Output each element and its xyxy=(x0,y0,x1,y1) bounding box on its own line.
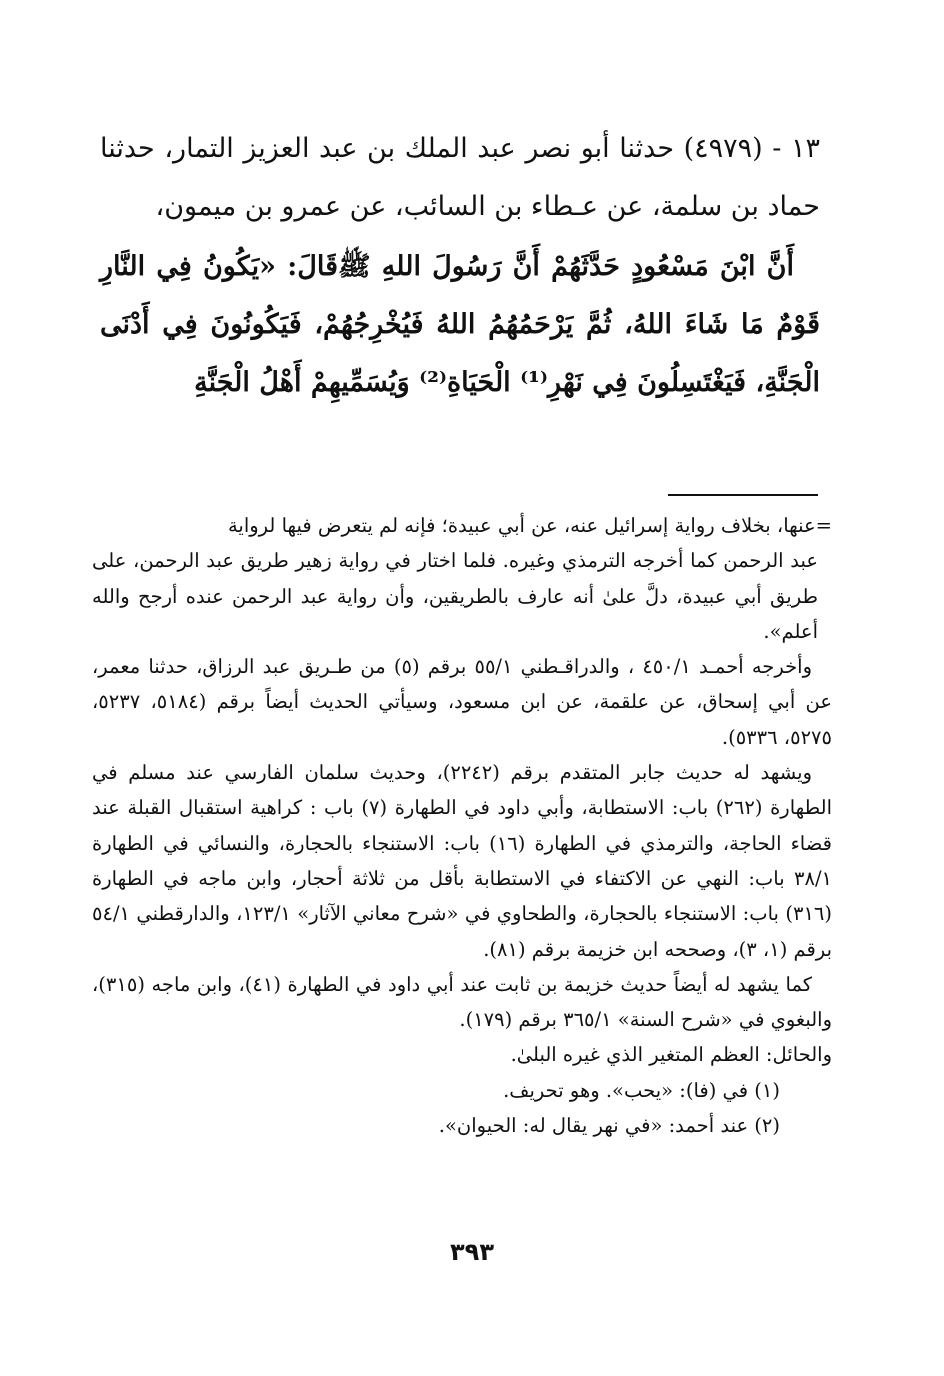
note-paragraph-4: كما يشهد له أيضاً حديث خزيمة بن ثابت عند أبي داود في الطهارة (٤١)، وابن ماجه (٣١٥)، والبغوي في «شرح السنة» ٣٦٥/١ برقم (١٧٩). xyxy=(92,972,832,1032)
footnote-1: (١) في (فا): «يحب». وهو تحريف. xyxy=(503,1078,780,1102)
hadith-text: أَنَّ ابْنَ مَسْعُودٍ حَدَّثَهُمْ أَنَّ رَسُولَ اللهِ ﷺقَالَ: «يَكُونُ فِي النَّارِ قَوْمٌ مَا شَاءَ اللهُ، ثُمَّ يَرْحَمُهُمُ اللهُ فَيُخْرِجُهُمْ، فَيَكُونُونَ فِي أَدْنَى الْجَنَّةِ، فَيَغْتَسِلُونَ فِي نَهْرِ⁽¹⁾ الْحَيَاةِ⁽²⁾ وَيُسَمِّيهِمْ أَهْلُ الْجَنَّةِ xyxy=(100,251,820,398)
footnote-separator xyxy=(668,494,818,496)
note-paragraph-5: والحائل: العظم المتغير الذي غيره البلىٰ. xyxy=(510,1043,832,1067)
footnote-2: (٢) عند أحمد: «في نهر يقال له: الحيوان». xyxy=(438,1114,780,1138)
note-paragraph-1: =عنها، بخلاف رواية إسرائيل عنه، عن أبي عبيدة؛ فإنه لم يتعرض فيها لرواية xyxy=(227,514,832,537)
footnotes xyxy=(92,508,832,1143)
isnad-chain: ١٣ - (٤٩٧٩) حدثنا أبو نصر عبد الملك بن عبد العزيز التمار، حدثنا حماد بن سلمة، عن عـطاء بن السائب، عن عمرو بن ميمون، xyxy=(100,133,820,222)
main-text xyxy=(100,120,820,412)
note-paragraph-1-cont: عبد الرحمن كما أخرجه الترمذي وغيره. فلما اختار في رواية زهير طريق عبد الرحمن، على طريق أبي عبيدة، دلَّ علىٰ أنه عارف بالطريقين، وأن رواية عبد الرحمن عنده أرجح والله أعلم». xyxy=(92,549,818,643)
note-paragraph-2: وأخرجه أحمـد ٤٥٠/١ ، والدراقـطني ٥٥/١ برقم (٥) من طـريق عبد الرزاق، حدثنا معمر، عن أبي إسحاق، عن علقمة، عن ابن مسعود، وسيأتي الحديث أيضاً برقم (٥١٨٤، ٥٢٣٧، ٥٢٧٥، ٥٣٣٦). xyxy=(92,655,832,749)
page-number: ٣٩٣ xyxy=(450,1238,494,1266)
note-paragraph-3: ويشهد له حديث جابر المتقدم برقم (٢٢٤٢)، وحديث سلمان الفارسي عند مسلم في الطهارة (٢٦٢) باب: الاستطابة، وأبي داود في الطهارة (٧) باب : كراهية استقبال القبلة عند قضاء الحاجة، والترمذي في الطهارة (١٦) باب: الاستنجاء بالحجارة، والنسائي في الطهارة ٣٨/١ باب: النهي عن الاكتفاء في الاستطابة بأقل من ثلاثة أحجار، وابن ماجه في الطهارة (٣١٦) باب: الاستنجاء بالحجارة، والطحاوي في «شرح معاني الآثار» ١٢٣/١، والدارقطني ٥٤/١ برقم (١، ٣)، وصححه ابن خزيمة برقم (٨١). xyxy=(92,761,832,961)
